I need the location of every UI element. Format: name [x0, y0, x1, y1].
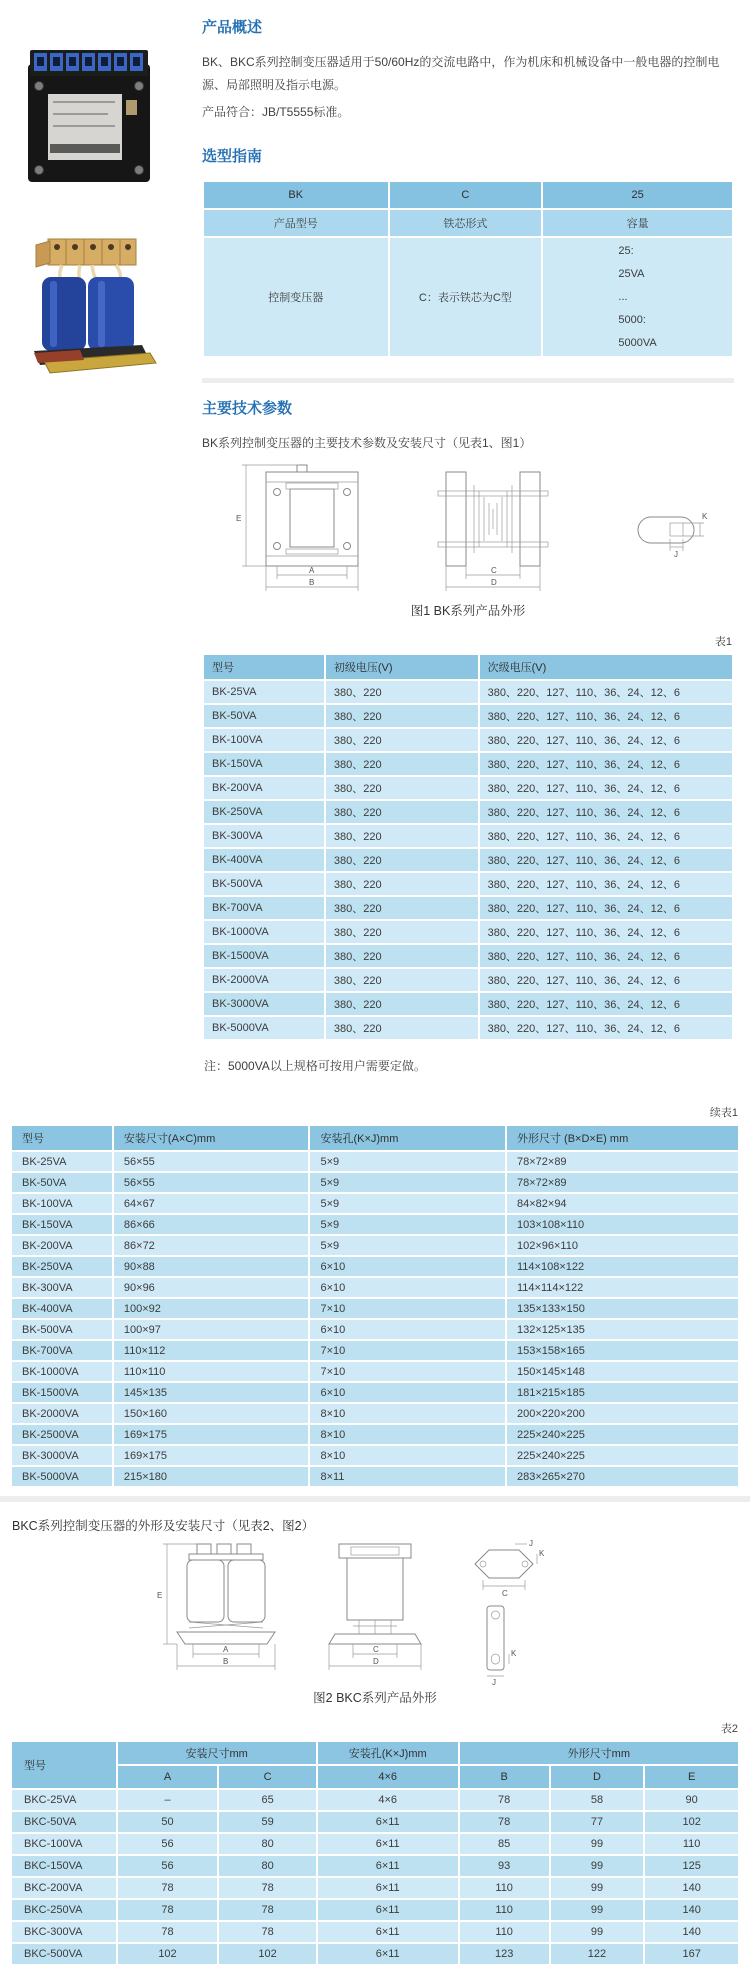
- capacity-line: 5000:: [618, 313, 646, 326]
- tw-cell-outline: 153×158×165: [506, 1340, 739, 1361]
- cont-table-label: 续表1: [709, 1107, 738, 1120]
- t1-row: [203, 896, 733, 920]
- t2-cell-model: BKC-200VA: [11, 1877, 117, 1899]
- t2-row: [11, 1855, 739, 1877]
- t1-cell-secondary: 380、220、127、110、36、24、12、6: [479, 992, 733, 1016]
- tw-row: [11, 1298, 739, 1319]
- t2-cell-d: 58: [550, 1789, 645, 1811]
- tw-row: [11, 1172, 739, 1193]
- tw-cell-outline: 103×108×110: [506, 1214, 739, 1235]
- t2-cell-e: 102: [644, 1811, 739, 1833]
- t1-cell-model: BK-100VA: [203, 728, 325, 752]
- t1-cell-primary: 380、220: [325, 800, 479, 824]
- t2-cell-b: 93: [459, 1855, 550, 1877]
- t1-cell-model: BK-500VA: [203, 872, 325, 896]
- t2-cell-c: 65: [218, 1789, 316, 1811]
- tw-cell-mount: 215×180: [113, 1466, 310, 1487]
- tw-cell-outline: 114×114×122: [506, 1277, 739, 1298]
- tw-cell-model: BK-400VA: [11, 1298, 113, 1319]
- t1-col-secondary: 次级电压(V): [479, 654, 733, 680]
- tw-cell-mount: 110×110: [113, 1361, 310, 1382]
- tw-cell-outline: 78×72×89: [506, 1151, 739, 1172]
- tw-row: [11, 1361, 739, 1382]
- tw-header-row: [11, 1125, 739, 1151]
- t2-cell-e: 140: [644, 1877, 739, 1899]
- figure1-caption: 图1 BK系列产品外形: [410, 604, 526, 619]
- code-c: C: [389, 181, 543, 209]
- table2-label: 表2: [720, 1723, 738, 1736]
- tw-row: [11, 1382, 739, 1403]
- bk-voltage-table: [202, 653, 734, 1041]
- selection-guide-table: [202, 180, 734, 358]
- t2-sub-row: [11, 1765, 739, 1789]
- overview-paragraph: BK、BKC系列控制变压器适用于50/60Hz的交流电路中，作为机床和机械设备中一般电器的控制电源、局部照明及指示电源。: [202, 55, 720, 92]
- t1-cell-primary: 380、220: [325, 728, 479, 752]
- tw-cell-model: BK-300VA: [11, 1277, 113, 1298]
- t1-cell-primary: 380、220: [325, 704, 479, 728]
- t2-cell-b: 110: [459, 1877, 550, 1899]
- t1-col-model: 型号: [203, 654, 325, 680]
- t2-cell-c: 102: [218, 1943, 316, 1965]
- specs-title: 主要技术参数: [202, 400, 293, 418]
- tw-cell-hole: 5×9: [309, 1235, 506, 1256]
- fig2-dim-k: K: [539, 1549, 545, 1559]
- t1-cell-primary: 380、220: [325, 776, 479, 800]
- t2-cell-d: 99: [550, 1899, 645, 1921]
- t2-cell-a: 50: [117, 1811, 219, 1833]
- tw-cell-model: BK-700VA: [11, 1340, 113, 1361]
- t1-cell-model: BK-150VA: [203, 752, 325, 776]
- tw-cell-mount: 150×160: [113, 1403, 310, 1424]
- tw-cell-mount: 169×175: [113, 1445, 310, 1466]
- t2-row: [11, 1877, 739, 1899]
- code-bk: BK: [203, 181, 389, 209]
- t1-row: [203, 944, 733, 968]
- t1-row: [203, 824, 733, 848]
- bk-terminal-strip: [34, 53, 143, 71]
- t2-col-model: 型号: [11, 1741, 117, 1789]
- tw-cell-hole: 6×10: [309, 1319, 506, 1340]
- t2-cell-model: BKC-50VA: [11, 1811, 117, 1833]
- tw-col-mount: 安装尺寸(A×C)mm: [113, 1125, 310, 1151]
- tw-row: [11, 1466, 739, 1487]
- t1-cell-primary: 380、220: [325, 968, 479, 992]
- t1-cell-secondary: 380、220、127、110、36、24、12、6: [479, 824, 733, 848]
- t2-group-install: 安装尺寸mm: [117, 1741, 317, 1765]
- fig2-dim-c: C: [373, 1645, 379, 1655]
- tw-body: [11, 1151, 739, 1487]
- t2-row: [11, 1789, 739, 1811]
- tw-cell-model: BK-25VA: [11, 1151, 113, 1172]
- bkc-dimension-table: [10, 1740, 740, 1966]
- t1-cell-primary: 380、220: [325, 752, 479, 776]
- tw-cell-outline: 200×220×200: [506, 1403, 739, 1424]
- t1-row: [203, 1016, 733, 1040]
- tw-cell-hole: 8×11: [309, 1466, 506, 1487]
- tw-cell-mount: 169×175: [113, 1424, 310, 1445]
- t1-row: [203, 776, 733, 800]
- t1-header-row: [203, 654, 733, 680]
- tw-row: [11, 1151, 739, 1172]
- bkc-transformer-photo: [20, 233, 160, 383]
- t1-cell-secondary: 380、220、127、110、36、24、12、6: [479, 848, 733, 872]
- t2-cell-hole: 6×11: [317, 1943, 459, 1965]
- t2-sub-e: E: [644, 1765, 739, 1789]
- t2-cell-model: BKC-100VA: [11, 1833, 117, 1855]
- t2-cell-hole: 6×11: [317, 1833, 459, 1855]
- tw-row: [11, 1277, 739, 1298]
- figure2-caption: 图2 BKC系列产品外形: [313, 1691, 437, 1706]
- t1-row: [203, 968, 733, 992]
- tw-cell-hole: 6×10: [309, 1256, 506, 1277]
- t2-cell-a: 56: [117, 1833, 219, 1855]
- fig1-dim-c: C: [491, 566, 497, 576]
- t2-cell-a: 102: [117, 1943, 219, 1965]
- t2-row: [11, 1833, 739, 1855]
- t2-sub-hole: 4×6: [317, 1765, 459, 1789]
- tw-cell-mount: 56×55: [113, 1172, 310, 1193]
- fig1-dim-e: E: [236, 514, 242, 524]
- tw-cell-mount: 90×96: [113, 1277, 310, 1298]
- tw-cell-mount: 145×135: [113, 1382, 310, 1403]
- tw-cell-outline: 225×240×225: [506, 1424, 739, 1445]
- t1-cell-secondary: 380、220、127、110、36、24、12、6: [479, 944, 733, 968]
- tw-cell-hole: 7×10: [309, 1361, 506, 1382]
- t2-cell-c: 80: [218, 1855, 316, 1877]
- fig2-dim-c2: C: [502, 1589, 508, 1599]
- t2-cell-model: BKC-250VA: [11, 1899, 117, 1921]
- tw-cell-mount: 90×88: [113, 1256, 310, 1277]
- tw-cell-model: BK-50VA: [11, 1172, 113, 1193]
- bk-dimension-table: [10, 1124, 740, 1488]
- fig1-dim-k: K: [702, 512, 708, 522]
- t1-cell-primary: 380、220: [325, 896, 479, 920]
- table1-note: 注：5000VA以上规格可按用户需要定做。: [204, 1059, 426, 1074]
- fig2-dim-b: B: [223, 1657, 229, 1667]
- table2-section: [0, 1720, 750, 1966]
- capacity-line: ...: [618, 290, 628, 303]
- t1-cell-primary: 380、220: [325, 992, 479, 1016]
- t2-cell-d: 99: [550, 1877, 645, 1899]
- tw-row: [11, 1193, 739, 1214]
- fig1-dim-j: J: [674, 550, 678, 560]
- t1-cell-primary: 380、220: [325, 872, 479, 896]
- t2-cell-e: 140: [644, 1921, 739, 1943]
- t2-cell-model: BKC-500VA: [11, 1943, 117, 1965]
- tw-col-model: 型号: [11, 1125, 113, 1151]
- t2-cell-d: 122: [550, 1943, 645, 1965]
- t2-row: [11, 1811, 739, 1833]
- tw-cell-outline: 78×72×89: [506, 1172, 739, 1193]
- t2-cell-hole: 6×11: [317, 1921, 459, 1943]
- t1-cell-secondary: 380、220、127、110、36、24、12、6: [479, 752, 733, 776]
- detail-capacity: [542, 237, 733, 357]
- tw-row: [11, 1256, 739, 1277]
- t1-row: [203, 704, 733, 728]
- t1-row: [203, 752, 733, 776]
- selection-title: 选型指南: [202, 148, 263, 166]
- tw-col-hole: 安装孔(K×J)mm: [309, 1125, 506, 1151]
- t1-cell-secondary: 380、220、127、110、36、24、12、6: [479, 896, 733, 920]
- t2-group-outline: 外形尺寸mm: [459, 1741, 739, 1765]
- t2-row: [11, 1943, 739, 1965]
- t2-cell-hole: 6×11: [317, 1855, 459, 1877]
- t1-cell-secondary: 380、220、127、110、36、24、12、6: [479, 680, 733, 704]
- t2-cell-model: BKC-300VA: [11, 1921, 117, 1943]
- tw-cell-model: BK-150VA: [11, 1214, 113, 1235]
- capacity-line: 5000VA: [618, 337, 657, 350]
- t2-sub-c: C: [218, 1765, 316, 1789]
- t2-cell-d: 99: [550, 1855, 645, 1877]
- t2-cell-e: 110: [644, 1833, 739, 1855]
- t1-cell-model: BK-50VA: [203, 704, 325, 728]
- meaning-capacity: 容量: [542, 209, 733, 237]
- t2-cell-d: 77: [550, 1811, 645, 1833]
- fig2-dim-j2: J: [492, 1678, 496, 1688]
- t2-cell-c: 78: [218, 1921, 316, 1943]
- t1-row: [203, 800, 733, 824]
- tw-cell-mount: 100×97: [113, 1319, 310, 1340]
- tw-cell-outline: 132×125×135: [506, 1319, 739, 1340]
- t1-cell-model: BK-300VA: [203, 824, 325, 848]
- bk-transformer-photo: [20, 42, 158, 192]
- t1-row: [203, 920, 733, 944]
- t2-group-hole: 安装孔(K×J)mm: [317, 1741, 459, 1765]
- figure2-bkc-outline-drawing: [145, 1539, 605, 1688]
- t2-sub-d: D: [550, 1765, 645, 1789]
- tw-cell-outline: 225×240×225: [506, 1445, 739, 1466]
- t2-row: [11, 1899, 739, 1921]
- tw-cell-model: BK-200VA: [11, 1235, 113, 1256]
- t2-cell-c: 80: [218, 1833, 316, 1855]
- t1-cell-primary: 380、220: [325, 920, 479, 944]
- t2-cell-d: 99: [550, 1833, 645, 1855]
- t1-cell-primary: 380、220: [325, 1016, 479, 1040]
- tw-row: [11, 1214, 739, 1235]
- t2-cell-e: 140: [644, 1899, 739, 1921]
- t1-cell-model: BK-250VA: [203, 800, 325, 824]
- detail-model: 控制变压器: [203, 237, 389, 357]
- fig2-dim-a: A: [223, 1645, 229, 1655]
- t1-cell-secondary: 380、220、127、110、36、24、12、6: [479, 968, 733, 992]
- tw-cell-mount: 56×55: [113, 1151, 310, 1172]
- product-photo-column: [0, 0, 200, 1074]
- meaning-core: 铁芯形式: [389, 209, 543, 237]
- t1-row: [203, 728, 733, 752]
- table1-label: 表1: [714, 636, 732, 649]
- t1-cell-model: BK-2000VA: [203, 968, 325, 992]
- t1-cell-secondary: 380、220、127、110、36、24、12、6: [479, 920, 733, 944]
- tw-row: [11, 1319, 739, 1340]
- t2-body: [11, 1789, 739, 1965]
- t1-row: [203, 680, 733, 704]
- tw-cell-model: BK-500VA: [11, 1319, 113, 1340]
- overview-standard: 产品符合：JB/T5555标准。: [202, 104, 350, 119]
- t2-cell-b: 110: [459, 1921, 550, 1943]
- t1-col-primary: 初级电压(V): [325, 654, 479, 680]
- fig1-dim-d: D: [491, 578, 497, 588]
- tw-row: [11, 1445, 739, 1466]
- bkc-intro: BKC系列控制变压器的外形及安装尺寸（见表2、图2）: [12, 1519, 315, 1534]
- tw-cell-mount: 86×66: [113, 1214, 310, 1235]
- t1-cell-model: BK-25VA: [203, 680, 325, 704]
- t2-cell-a: 78: [117, 1899, 219, 1921]
- t2-cell-c: 78: [218, 1877, 316, 1899]
- t2-cell-a: –: [117, 1789, 219, 1811]
- t2-sub-a: A: [117, 1765, 219, 1789]
- tw-cell-hole: 6×10: [309, 1382, 506, 1403]
- t2-group-row: [11, 1741, 739, 1765]
- t2-cell-a: 78: [117, 1921, 219, 1943]
- selection-code-row: [203, 181, 733, 209]
- tw-cell-model: BK-250VA: [11, 1256, 113, 1277]
- tw-row: [11, 1235, 739, 1256]
- t1-cell-secondary: 380、220、127、110、36、24、12、6: [479, 728, 733, 752]
- t1-cell-model: BK-200VA: [203, 776, 325, 800]
- t2-cell-d: 99: [550, 1921, 645, 1943]
- t2-cell-hole: 6×11: [317, 1877, 459, 1899]
- t2-cell-b: 78: [459, 1789, 550, 1811]
- t2-cell-e: 90: [644, 1789, 739, 1811]
- t1-cell-model: BK-3000VA: [203, 992, 325, 1016]
- t2-cell-c: 78: [218, 1899, 316, 1921]
- bkc-terminal-block: [36, 239, 136, 267]
- detail-core: C：表示铁芯为C型: [389, 237, 543, 357]
- fig1-dim-b: B: [309, 578, 315, 588]
- capacity-line: 25:: [618, 244, 634, 257]
- t2-cell-model: BKC-25VA: [11, 1789, 117, 1811]
- bkc-coils: [42, 277, 134, 351]
- t1-cell-model: BK-1500VA: [203, 944, 325, 968]
- specs-intro: BK系列控制变压器的主要技术参数及安装尺寸（见表1、图1）: [202, 436, 532, 451]
- tw-cell-model: BK-5000VA: [11, 1466, 113, 1487]
- fig2-dim-e: E: [157, 1591, 163, 1601]
- tw-cell-outline: 283×265×270: [506, 1466, 739, 1487]
- t1-row: [203, 992, 733, 1016]
- tw-cell-hole: 5×9: [309, 1151, 506, 1172]
- t1-cell-secondary: 380、220、127、110、36、24、12、6: [479, 1016, 733, 1040]
- code-25: 25: [542, 181, 733, 209]
- tw-cell-model: BK-1000VA: [11, 1361, 113, 1382]
- tw-cell-model: BK-2000VA: [11, 1403, 113, 1424]
- t2-sub-b: B: [459, 1765, 550, 1789]
- t1-cell-model: BK-400VA: [203, 848, 325, 872]
- tw-cell-hole: 6×10: [309, 1277, 506, 1298]
- section-divider-2: [0, 1496, 750, 1502]
- tw-cell-outline: 84×82×94: [506, 1193, 739, 1214]
- capacity-line: 25VA: [618, 267, 645, 280]
- t2-cell-hole: 4×6: [317, 1789, 459, 1811]
- overview-title: 产品概述: [202, 19, 263, 36]
- t1-cell-secondary: 380、220、127、110、36、24、12、6: [479, 800, 733, 824]
- t1-cell-primary: 380、220: [325, 848, 479, 872]
- tw-row: [11, 1340, 739, 1361]
- content-column: [200, 0, 750, 1074]
- t2-row: [11, 1921, 739, 1943]
- tw-cell-outline: 150×145×148: [506, 1361, 739, 1382]
- t1-cell-secondary: 380、220、127、110、36、24、12、6: [479, 872, 733, 896]
- section-divider: [202, 378, 734, 383]
- t2-cell-a: 56: [117, 1855, 219, 1877]
- tw-cell-outline: 181×215×185: [506, 1382, 739, 1403]
- tw-row: [11, 1424, 739, 1445]
- t1-cell-secondary: 380、220、127、110、36、24、12、6: [479, 776, 733, 800]
- t2-cell-b: 78: [459, 1811, 550, 1833]
- t2-cell-e: 125: [644, 1855, 739, 1877]
- t2-cell-c: 59: [218, 1811, 316, 1833]
- t1-cell-primary: 380、220: [325, 944, 479, 968]
- tw-cell-model: BK-2500VA: [11, 1424, 113, 1445]
- t2-cell-hole: 6×11: [317, 1899, 459, 1921]
- selection-detail-row: [203, 237, 733, 357]
- capacity-lines: [618, 240, 656, 355]
- tw-cell-hole: 5×9: [309, 1172, 506, 1193]
- tw-cell-hole: 8×10: [309, 1403, 506, 1424]
- tw-cell-model: BK-3000VA: [11, 1445, 113, 1466]
- t1-cell-model: BK-5000VA: [203, 1016, 325, 1040]
- tw-cell-mount: 86×72: [113, 1235, 310, 1256]
- tw-cell-hole: 5×9: [309, 1214, 506, 1235]
- tw-cell-outline: 135×133×150: [506, 1298, 739, 1319]
- tw-cell-outline: 102×96×110: [506, 1235, 739, 1256]
- t2-cell-b: 123: [459, 1943, 550, 1965]
- fig2-dim-k2: K: [511, 1649, 517, 1659]
- t1-cell-secondary: 380、220、127、110、36、24、12、6: [479, 704, 733, 728]
- selection-meaning-row: [203, 209, 733, 237]
- t2-cell-a: 78: [117, 1877, 219, 1899]
- t2-cell-e: 167: [644, 1943, 739, 1965]
- continued-table-section: [0, 1104, 750, 1488]
- meaning-model: 产品型号: [203, 209, 389, 237]
- t1-row: [203, 848, 733, 872]
- t1-cell-primary: 380、220: [325, 824, 479, 848]
- tw-cell-hole: 8×10: [309, 1424, 506, 1445]
- t2-cell-model: BKC-150VA: [11, 1855, 117, 1877]
- tw-col-outline: 外形尺寸 (B×D×E) mm: [506, 1125, 739, 1151]
- fig1-dim-a: A: [309, 566, 315, 576]
- t1-cell-model: BK-700VA: [203, 896, 325, 920]
- tw-cell-hole: 8×10: [309, 1445, 506, 1466]
- t2-cell-hole: 6×11: [317, 1811, 459, 1833]
- tw-cell-model: BK-1500VA: [11, 1382, 113, 1403]
- t1-cell-model: BK-1000VA: [203, 920, 325, 944]
- tw-cell-mount: 100×92: [113, 1298, 310, 1319]
- tw-row: [11, 1403, 739, 1424]
- tw-cell-hole: 5×9: [309, 1193, 506, 1214]
- fig2-dim-j: J: [529, 1539, 533, 1549]
- tw-cell-hole: 7×10: [309, 1340, 506, 1361]
- tw-cell-mount: 64×67: [113, 1193, 310, 1214]
- tw-cell-outline: 114×108×122: [506, 1256, 739, 1277]
- t1-row: [203, 872, 733, 896]
- figure1-bk-outline-drawing: [208, 461, 728, 593]
- t1-cell-primary: 380、220: [325, 680, 479, 704]
- t1-body: [203, 680, 733, 1040]
- fig2-dim-d: D: [373, 1657, 379, 1667]
- tw-cell-model: BK-100VA: [11, 1193, 113, 1214]
- t2-cell-b: 85: [459, 1833, 550, 1855]
- tw-cell-mount: 110×112: [113, 1340, 310, 1361]
- t2-cell-b: 110: [459, 1899, 550, 1921]
- tw-cell-hole: 7×10: [309, 1298, 506, 1319]
